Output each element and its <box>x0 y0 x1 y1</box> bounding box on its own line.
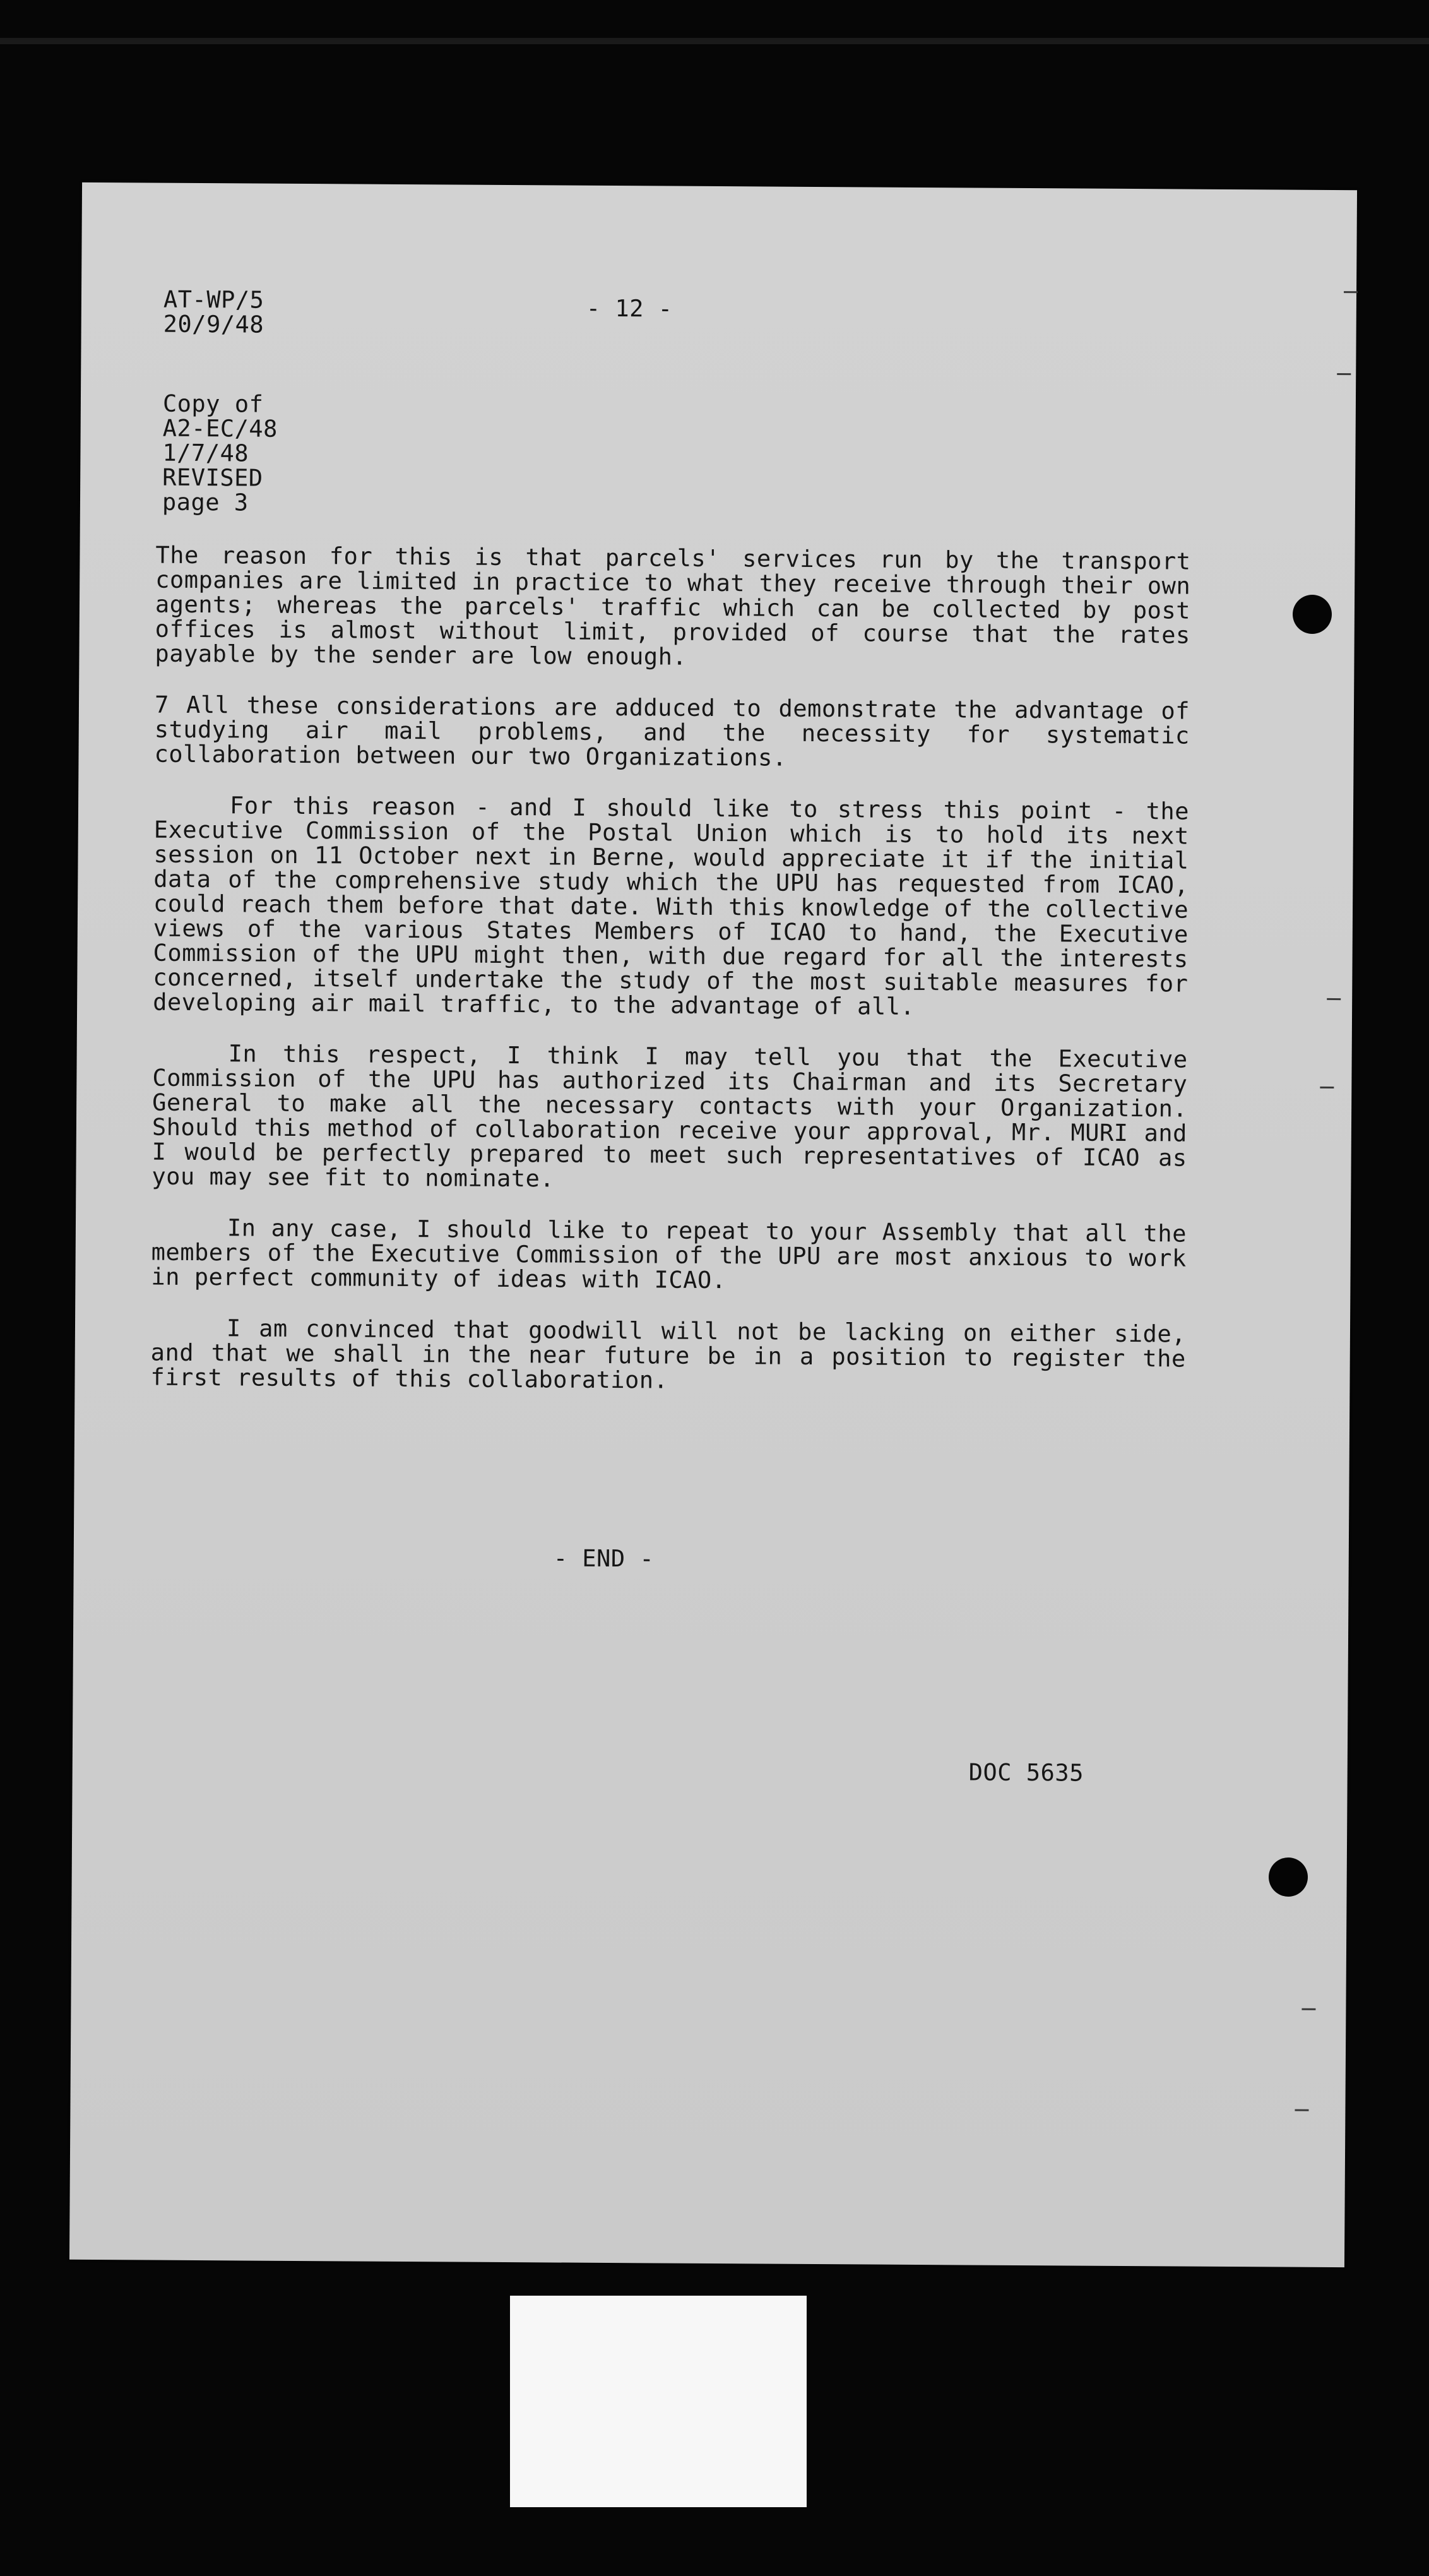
document-reference <box>163 287 264 337</box>
document-page <box>69 182 1357 2267</box>
page-text-layer <box>69 182 1357 2267</box>
edge-mark <box>1295 2109 1308 2111</box>
edge-mark <box>1337 373 1351 375</box>
paragraph-parcels-reason: The reason for this is that parcels' services run by the transport companies are limited in practice to what they receive through their own agents; whereas the parcels' traffic which can be collected by post offices is almost without limit, provided of course that the rates payable by the sender are low enough. <box>155 541 1191 671</box>
film-edge-strip <box>0 38 1429 44</box>
copy-of-code: A2-EC/48 <box>162 414 278 443</box>
page-number: - 12 - <box>586 294 673 323</box>
edge-mark <box>1327 998 1341 1000</box>
copy-of-status: REVISED <box>162 463 263 492</box>
copy-reference-block <box>162 391 278 515</box>
letter-body <box>150 543 1190 1422</box>
copy-of-page: page 3 <box>162 488 249 516</box>
doc-number: DOC 5635 <box>968 1758 1084 1787</box>
paragraph-assembly: In any case, I should like to repeat to your Assembly that all the members of the Executive Commission of the UPU are most anxious to work in perfect community of ideas with ICAO. <box>151 1214 1187 1294</box>
edge-mark <box>1320 1087 1334 1088</box>
edge-mark <box>1302 2008 1315 2010</box>
edge-mark <box>1344 291 1358 293</box>
paragraph-goodwill: I am convinced that goodwill will not be lacking on either side, and that we shall in the near future be in a position to register the first results of this collaboration. <box>150 1315 1187 1394</box>
paragraph-authorization: In this respect, I think I may tell you that the Executive Commission of the UPU has authorized its Chairman and its Secretary General to make all the necessary contacts with your Organization. Should this method of collaboration receive your approval, Mr. MURI and I would be perfectly prepared to meet such representatives of ICAO as you may see fit to nominate. <box>151 1040 1188 1193</box>
punch-hole <box>1269 1857 1308 1897</box>
end-mark: - END - <box>553 1544 655 1573</box>
white-target-card <box>510 2296 807 2507</box>
punch-hole <box>1293 595 1332 634</box>
paragraph-executive-commission: For this reason - and I should like to stress this point - the Executive Commission of the Postal Union which is to hold its next session on 11 October next in Berne, would appreciate it if the initial data of the comprehensive study which the UPU has requested from ICAO, could reach them before that date. With this knowledge of the collective views of the various States Members of ICAO to hand, the Executive Commission of the UPU might then, with due regard for all the interests concerned, itself undertake the study of the most suitable measures for developing air mail traffic, to the advantage of all. <box>153 792 1190 1020</box>
copy-of-date: 1/7/48 <box>162 439 249 467</box>
reference-code: AT-WP/5 <box>163 285 264 314</box>
copy-of-label: Copy of <box>162 390 264 418</box>
paragraph-considerations: 7 All these considerations are adduced to demonstrate the advantage of studying air mail problems, and the necessity for systematic collaboration between our two Organizations. <box>154 691 1190 772</box>
reference-date: 20/9/48 <box>163 310 264 338</box>
